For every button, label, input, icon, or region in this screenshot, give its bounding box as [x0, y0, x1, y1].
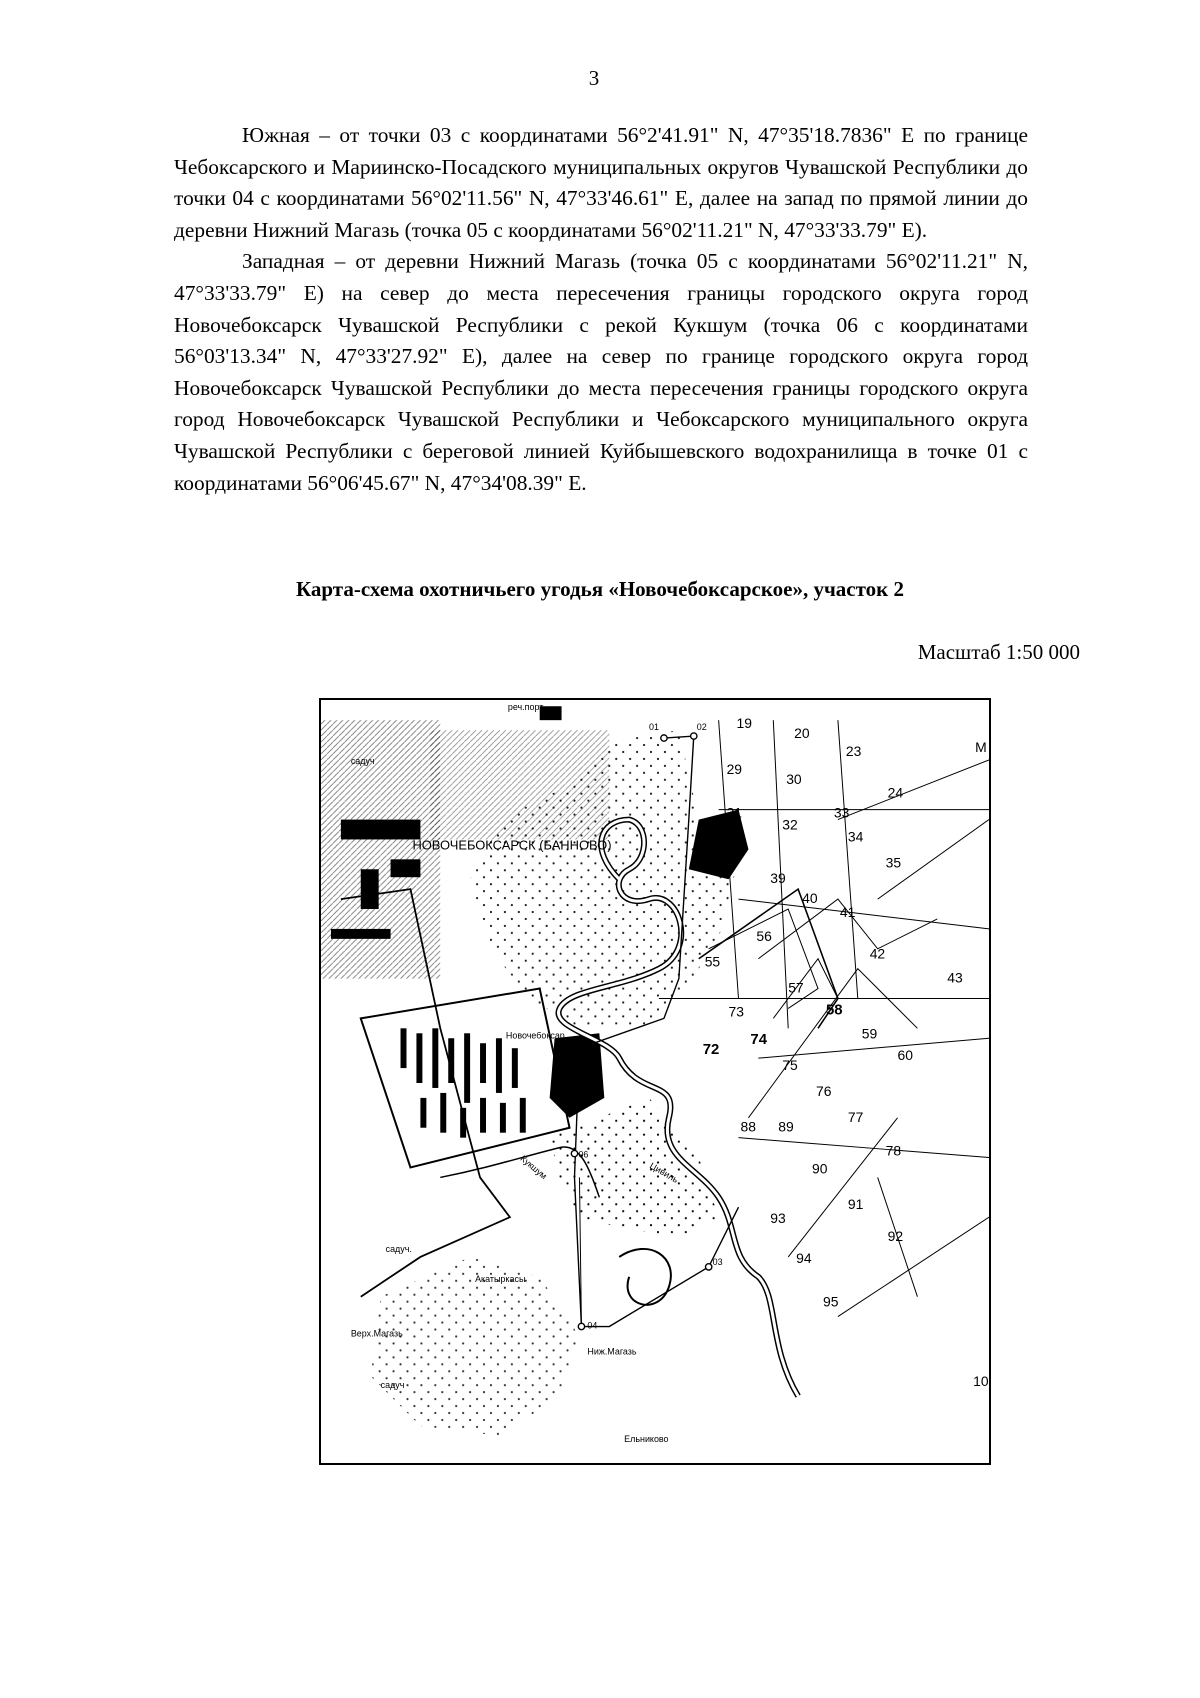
quarter-77: 77: [847, 1108, 864, 1125]
quarter-10: 10: [973, 1373, 989, 1390]
quarter-88: 88: [740, 1118, 756, 1135]
place-river-port: реч.порт: [507, 702, 544, 713]
scale-label: Масштаб 1:50 000: [917, 640, 1080, 664]
quarter-32: 32: [782, 816, 798, 833]
river-kukshum-label: Кукшум: [518, 1153, 549, 1182]
point-02-label: 02: [696, 722, 707, 733]
place-nizh-magaz: Ниж.Магазь: [587, 1346, 637, 1357]
point-01-marker: [661, 735, 667, 741]
quarter-41: 41: [839, 903, 856, 920]
quarter-78: 78: [885, 1142, 902, 1159]
place-verkh-magaz: Верх.Магазь: [350, 1328, 403, 1339]
point-03-label: 03: [712, 1256, 723, 1267]
quarter-29: 29: [726, 760, 743, 777]
quarter-31: 31: [726, 804, 743, 821]
industrial-zone: [361, 989, 570, 1168]
quarter-24: 24: [887, 784, 904, 801]
quarter-20: 20: [794, 725, 810, 742]
quarter-73: 73: [728, 1003, 745, 1020]
quarter-23: 23: [845, 742, 862, 759]
river-south-loop: [619, 1249, 671, 1305]
place-sadovye-2: садуч.: [385, 1243, 412, 1254]
quarter-95: 95: [822, 1293, 839, 1310]
quarter-55: 55: [704, 953, 721, 970]
quarter-75: 75: [782, 1057, 798, 1074]
quarter-74: 74: [750, 1032, 768, 1049]
quarter-42: 42: [869, 945, 886, 962]
map-title: Карта-схема охотничьего угодья «Новочебоксарское», участок 2: [295, 577, 905, 601]
quarter-89: 89: [778, 1118, 794, 1135]
quarter-72: 72: [702, 1042, 720, 1059]
paragraph-south-boundary: Южная – от точки 03 с координатами 56°2'41.91" N, 47°35'18.7836" E по границе Чебоксарского и Мариинско-Посадского муниципальных округов Чувашской Республики до точки 04 с координатами 56°02'11.56" N, 47°33'46.61" E, далее на запад по прямой линии до деревни Нижний Магазь (точка 05 с координатами 56°02'11.21" N, 47°33'33.79" E).: [174, 123, 1028, 242]
quarter-59: 59: [861, 1025, 878, 1042]
place-elnikovo: Ельниково: [624, 1433, 669, 1444]
point-06-marker: [571, 1150, 577, 1156]
place-sadovye-1: садуч: [350, 755, 375, 766]
point-01-label: 01: [649, 722, 659, 733]
hunting-ground-map: [319, 698, 991, 1465]
place-novocheb-small: Новочебоксар: [505, 1030, 565, 1041]
page-number: 3: [588, 66, 600, 90]
quarter-19: 19: [736, 715, 752, 732]
quarter-56: 56: [756, 927, 772, 944]
quarter-94: 94: [796, 1249, 812, 1266]
quarter-40: 40: [802, 890, 818, 907]
body-text: [174, 120, 1028, 499]
point-04-marker: [578, 1323, 584, 1329]
paragraph-west-boundary: Западная – от деревни Нижний Магазь (точка 05 с координатами 56°02'11.21" N, 47°33'33.79" E) на север до места пересечения границы городского округа город Новочебоксарск Чувашской Республики с рекой Кукшум (точка 06 с координатами 56°03'13.34" N, 47°33'27.92" E), далее на север по границе городского округа город Новочебоксарск Чувашской Республики до места пересечения границы городского округа город Новочебоксарск Чувашской Республики и Чебоксарского муниципального округа Чувашской Республики с береговой линией Куйбышевского водохранилища в точке 01 с координатами 56°06'45.67" N, 47°34'08.39" E.: [174, 249, 1028, 495]
quarter-numbers: [703, 715, 989, 1389]
quarter-30: 30: [786, 770, 802, 787]
quarter-43: 43: [947, 969, 963, 986]
point-04-label: 04: [587, 1320, 598, 1331]
point-03-marker: [705, 1264, 711, 1270]
place-akatyrkasy: Акатыркасы: [475, 1273, 526, 1284]
quarter-35: 35: [885, 854, 902, 871]
quarter-93: 93: [770, 1210, 786, 1227]
point-02-marker: [691, 733, 697, 739]
quarter-60: 60: [897, 1047, 914, 1064]
quarter-76: 76: [816, 1082, 832, 1099]
quarter-90: 90: [812, 1160, 828, 1177]
quarter-58: 58: [825, 1002, 843, 1019]
quarter-92: 92: [887, 1228, 904, 1245]
quarter-33: 33: [833, 804, 850, 821]
river-tsivil-label: Цивиль: [648, 1160, 681, 1185]
quarter-39: 39: [770, 870, 786, 887]
quarter-34: 34: [847, 828, 864, 845]
city-label: НОВОЧЕБОКСАРСК (БАННОВО): [412, 837, 612, 853]
place-sadovye-3: садуч: [380, 1380, 405, 1391]
map-svg: [321, 700, 989, 1463]
quarter-m: М: [975, 738, 987, 755]
point-06-label: 06: [578, 1149, 589, 1160]
quarter-57: 57: [788, 979, 804, 996]
quarter-91: 91: [847, 1196, 864, 1213]
